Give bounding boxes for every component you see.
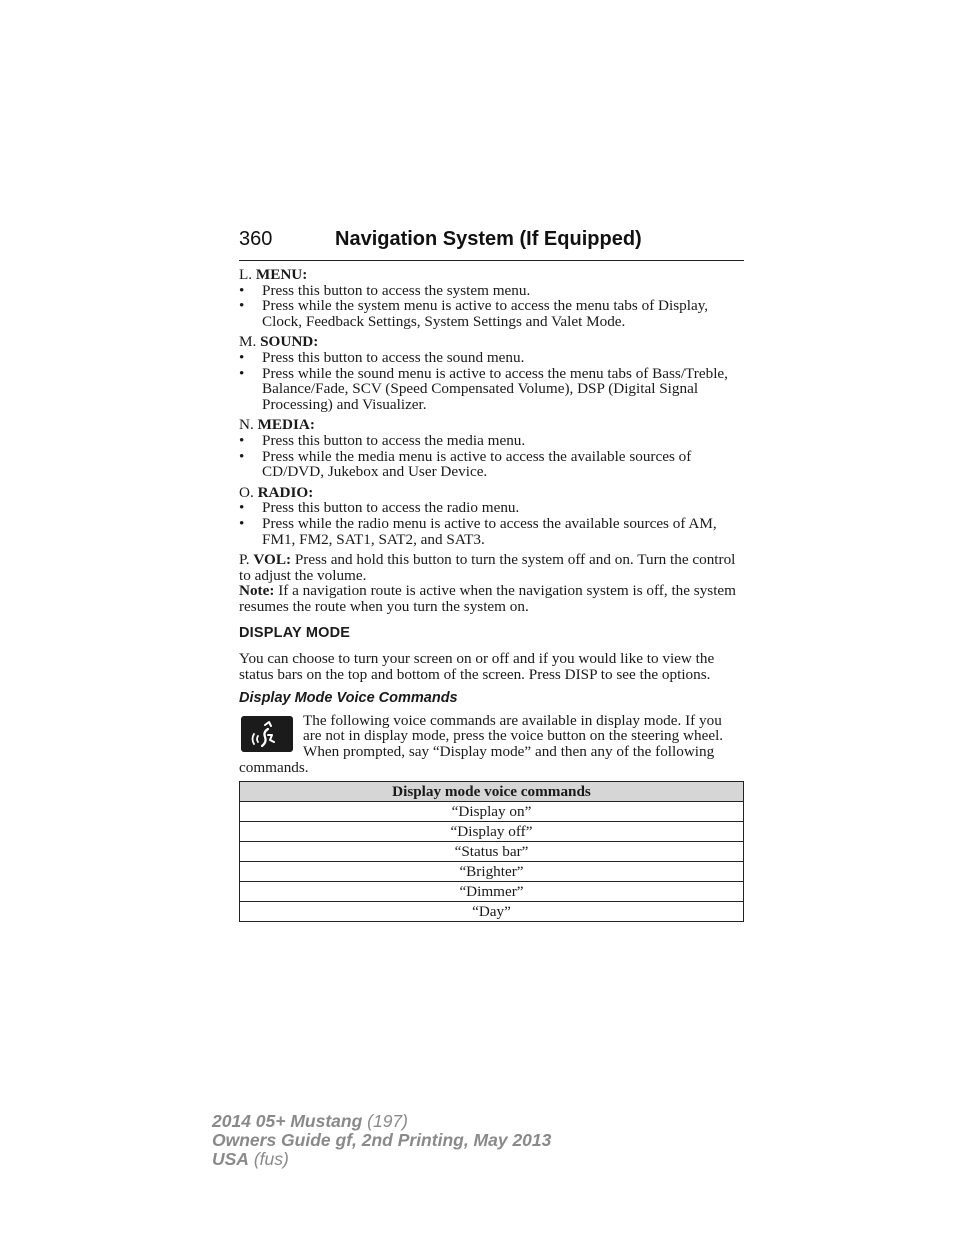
voice-commands-block (239, 713, 744, 775)
footer-line-2: Owners Guide gf, 2nd Printing, May 2013 (212, 1130, 552, 1150)
chapter-title: Navigation System (If Equipped) (335, 228, 642, 250)
table-row (240, 842, 744, 862)
voice-command-icon (241, 716, 293, 752)
table-row (240, 862, 744, 882)
table-cell: “Status bar” (240, 842, 744, 862)
section-title: DISPLAY MODE (239, 625, 351, 642)
item-media-bullets (239, 433, 744, 480)
table-cell: “Brighter” (240, 862, 744, 882)
list-item: • Press while the sound menu is active to access the menu tabs of Bass/Treble, Balance/Fade, SCV (Speed Compensated Volume), DSP (Digital Signal Processing) and Visualizer. (239, 364, 728, 413)
list-item: • Press this button to access the media menu. (239, 431, 526, 449)
item-radio-heading: O. RADIO: (239, 483, 314, 501)
page-footer (212, 1112, 551, 1169)
footer-line-3: USA (fus) (212, 1149, 289, 1169)
page-header (239, 228, 744, 261)
item-radio-name: RADIO: (257, 483, 314, 501)
list-item: • Press while the media menu is active to access the available sources of CD/DVD, Jukebox and User Device. (239, 447, 692, 481)
item-radio-bullets (239, 500, 744, 547)
list-item: • Press this button to access the system menu. (239, 281, 531, 299)
table-cell: “Day” (240, 902, 744, 922)
item-sound-heading: M. SOUND: (239, 333, 319, 351)
item-vol-paragraph: P. VOL: Press and hold this button to turn the system off and on. Turn the control to adjust the volume. (239, 551, 736, 584)
table-row (240, 802, 744, 822)
item-menu-heading: L. MENU: (239, 266, 308, 283)
list-item: • Press while the system menu is active to access the menu tabs of Display, Clock, Feedback Settings, System Settings and Valet Mode. (239, 297, 709, 330)
page-number: 360 (239, 228, 273, 250)
item-sound-name: SOUND: (260, 333, 319, 351)
display-mode-intro: You can choose to turn your screen on or off and if you would like to view the status bars on the top and bottom of the screen. Press DISP to see the options. (239, 650, 715, 683)
table-header-row (240, 782, 744, 802)
item-media-name: MEDIA: (257, 416, 315, 434)
voice-commands-table (239, 781, 744, 922)
page-content (239, 267, 744, 922)
table-row (240, 902, 744, 922)
subsection-title: Display Mode Voice Commands (239, 690, 458, 707)
table-cell: “Display on” (240, 802, 744, 822)
table-row (240, 822, 744, 842)
footer-line-1: 2014 05+ Mustang (197) (212, 1111, 408, 1131)
item-media-heading: N. MEDIA: (239, 416, 315, 434)
table-cell: “Display off” (240, 822, 744, 842)
list-item: • Press this button to access the radio menu. (239, 499, 520, 517)
table-cell: “Dimmer” (240, 882, 744, 902)
note-paragraph: Note: If a navigation route is active when the navigation system is off, the system resumes the route when you turn the system on. (239, 582, 736, 615)
list-item: • Press this button to access the sound menu. (239, 348, 525, 366)
voice-commands-text: The following voice commands are available in display mode. If you are not in display mode, press the voice button on the steering wheel. When prompted, say “Display mode” and then any of the following commands. (239, 711, 724, 776)
item-menu-bullets (239, 283, 744, 330)
list-item: • Press while the radio menu is active to access the available sources of AM, FM1, FM2, SAT1, SAT2, and SAT3. (239, 514, 717, 548)
item-vol-name: VOL: (253, 551, 292, 569)
item-menu-name: MENU: (255, 266, 308, 283)
table-header: Display mode voice commands (240, 782, 744, 802)
note-label: Note: (239, 582, 275, 600)
table-row (240, 882, 744, 902)
item-sound-bullets (239, 350, 744, 412)
